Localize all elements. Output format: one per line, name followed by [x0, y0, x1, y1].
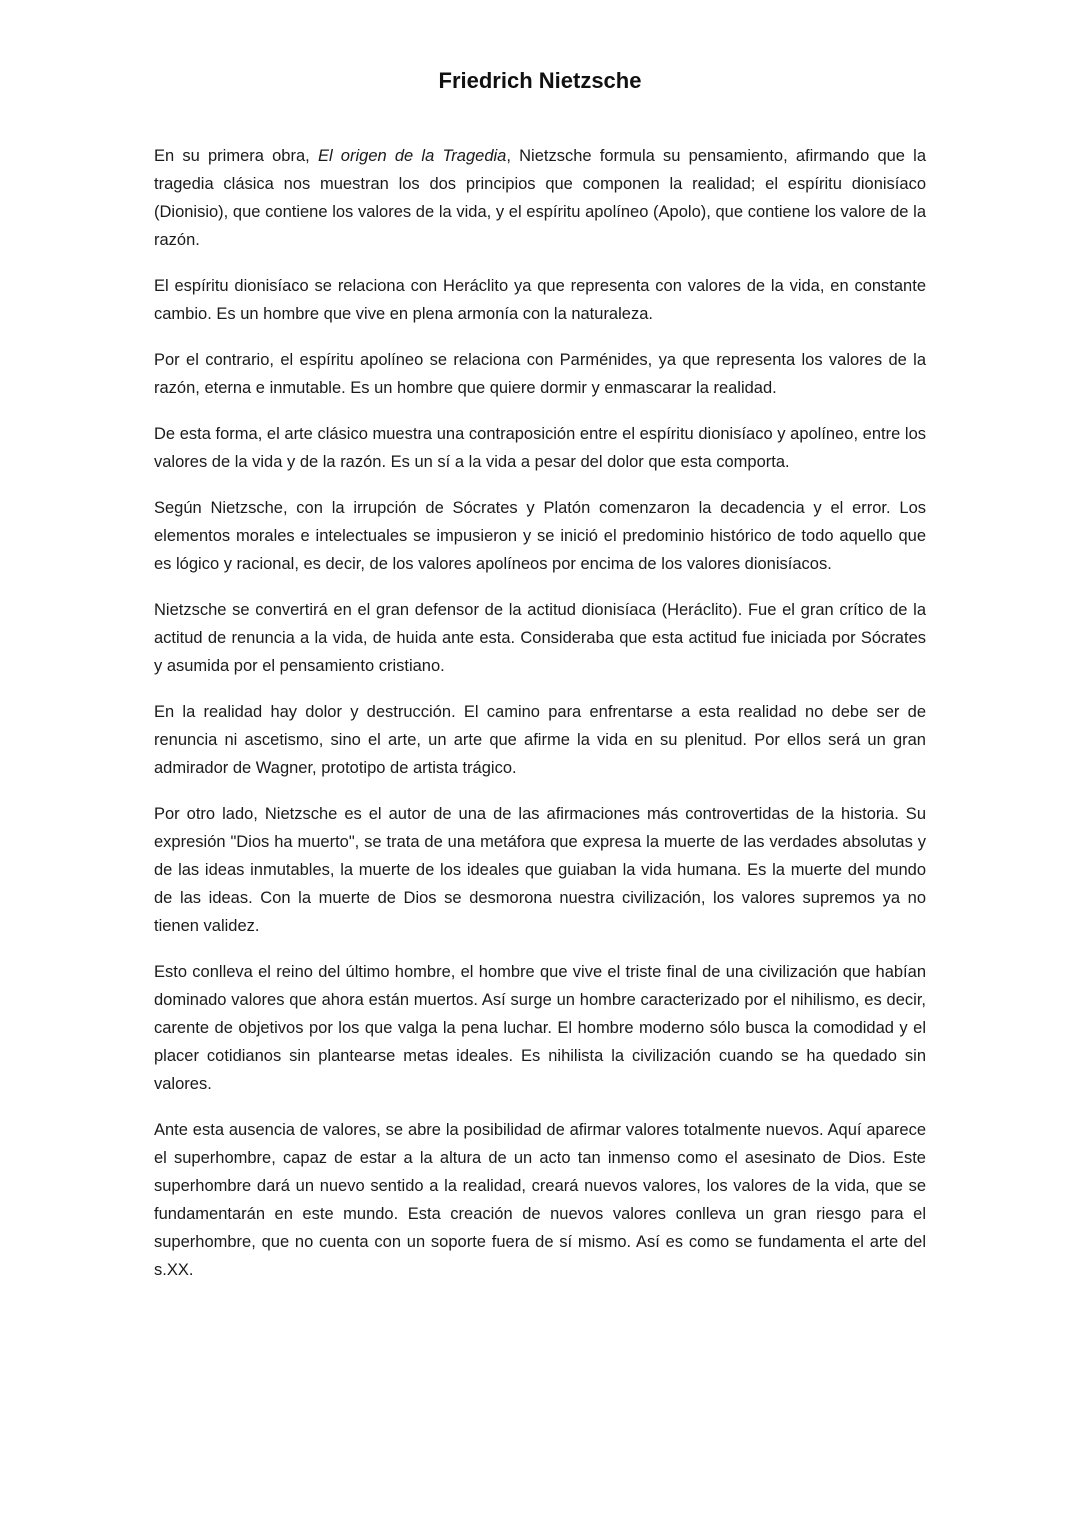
paragraph-2: El espíritu dionisíaco se relaciona con Heráclito ya que representa con valores de la vida, en constante cambio. Es un hombre que vive en plena armonía con la naturaleza. [154, 277, 926, 323]
paragraph-5: Según Nietzsche, con la irrupción de Sócrates y Platón comenzaron la decadencia y el error. Los elementos morales e intelectuales se impusieron y se inició el predominio histórico de todo aquello que es lógico y racional, es decir, de los valores apolíneos por encima de los valores dionisíacos. [154, 499, 926, 573]
paragraph-7: En la realidad hay dolor y destrucción. El camino para enfrentarse a esta realidad no debe ser de renuncia ni ascetismo, sino el arte, un arte que afirme la vida en su plenitud. Por ellos será un gran admirador de Wagner, prototipo de artista trágico. [154, 703, 926, 777]
paragraph-10: Ante esta ausencia de valores, se abre la posibilidad de afirmar valores totalmente nuevos. Aquí aparece el superhombre, capaz de estar a la altura de un acto tan inmenso como el asesinato de Dios. Este superhombre dará un nuevo sentido a la realidad, creará nuevos valores, los valores de la vida, que se fundamentarán en este mundo. Esta creación de nuevos valores conlleva un gran riesgo para el superhombre, que no cuenta con un soporte fuera de sí mismo. Así es como se fundamenta el arte del s.XX. [154, 1121, 926, 1279]
book-title: El origen de la Tragedia [317, 147, 507, 165]
paragraph-3: Por el contrario, el espíritu apolíneo se relaciona con Parménides, ya que representa los valores de la razón, eterna e inmutable. Es un hombre que quiere dormir y enmascarar la realidad. [154, 351, 926, 397]
document-body [154, 142, 926, 1302]
paragraph-8: Por otro lado, Nietzsche es el autor de una de las afirmaciones más controvertidas de la historia. Su expresión "Dios ha muerto", se trata de una metáfora que expresa la muerte de las verdades absolutas y de las ideas inmutables, la muerte de los ideales que guiaban la vida humana. Es la muerte del mundo de las ideas. Con la muerte de Dios se desmorona nuestra civilización, los valores supremos ya no tienen validez. [154, 805, 926, 935]
page-title: Friedrich Nietzsche [438, 68, 642, 93]
paragraph-4: De esta forma, el arte clásico muestra una contraposición entre el espíritu dionisíaco y apolíneo, entre los valores de la vida y de la razón. Es un sí a la vida a pesar del dolor que esta comporta. [154, 425, 926, 471]
paragraph-6: Nietzsche se convertirá en el gran defensor de la actitud dionisíaca (Heráclito). Fue el gran crítico de la actitud de renuncia a la vida, de huida ante esta. Consideraba que esta actitud fue iniciada por Sócrates y asumida por el pensamiento cristiano. [154, 601, 926, 675]
paragraph-1 [154, 142, 926, 254]
paragraph-1-rest: , Nietzsche formula su pensamiento, afirmando que la tragedia clásica nos muestran los dos principios que componen la realidad; el espíritu dionisíaco (Dionisio), que contiene los valores de la vida, y el espíritu apolíneo (Apolo), que contiene los valore de la razón. [154, 147, 927, 249]
paragraph-9: Esto conlleva el reino del último hombre, el hombre que vive el triste final de una civilización que habían dominado valores que ahora están muertos. Así surge un hombre caracterizado por el nihilismo, es decir, carente de objetivos por los que valga la pena luchar. El hombre moderno sólo busca la comodidad y el placer cotidianos sin plantearse metas ideales. Es nihilista la civilización cuando se ha quedado sin valores. [154, 963, 926, 1093]
paragraph-1-intro: En su primera obra, [154, 147, 318, 165]
